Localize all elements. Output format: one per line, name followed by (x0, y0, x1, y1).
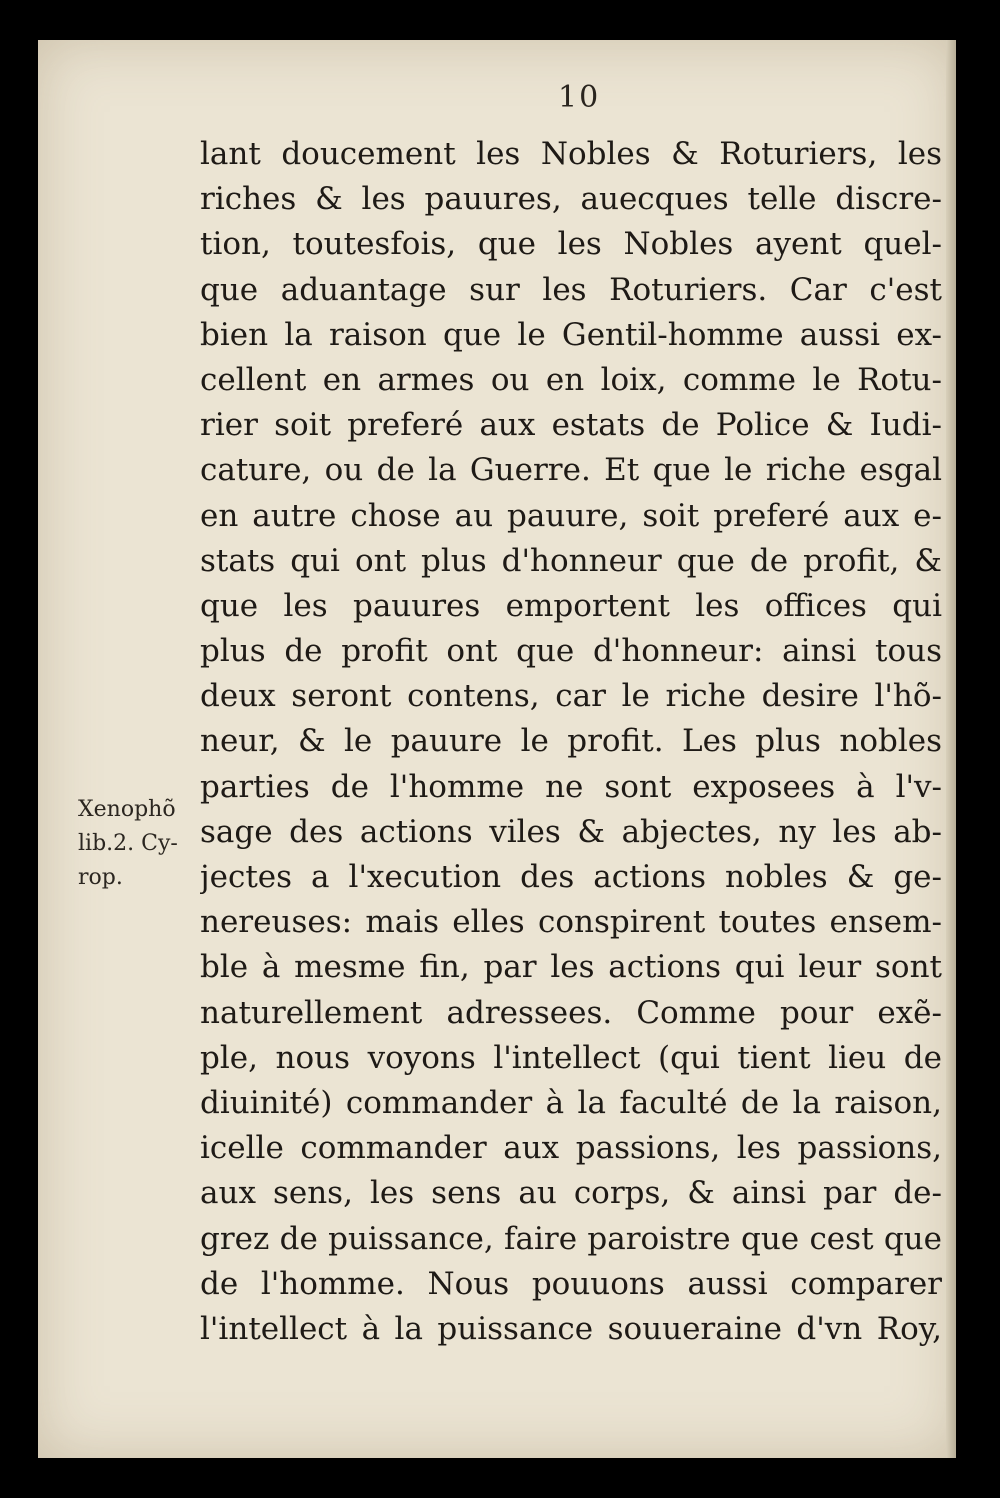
text-line: ple, nous voyons l'intellect (qui tient lieu de (200, 1039, 942, 1076)
text-line: tion, toutesfois, que les Nobles ayent quel- (200, 226, 942, 263)
book-page (38, 40, 956, 1458)
text-line: de l'homme. Nous pouuons aussi comparer (200, 1265, 942, 1302)
body-text (200, 132, 942, 1352)
text-line: neur, & le pauure le profit. Les plus nobles (200, 723, 942, 760)
text-line: stats qui ont plus d'honneur que de profit, & (200, 542, 942, 579)
text-line: cature, ou de la Guerre. Et que le riche esgal (200, 452, 942, 489)
text-line: naturellement adressees. Comme pour exẽ- (200, 994, 942, 1031)
text-line: parties de l'homme ne sont exposees à l'v- (200, 768, 942, 805)
text-line: lant doucement les Nobles & Roturiers, les (200, 136, 942, 172)
text-line: rier soit preferé aux estats de Police & Iudi- (200, 407, 942, 444)
margin-note-line: Xenophõ (78, 797, 176, 822)
margin-note (78, 793, 203, 895)
text-line: plus de profit ont que d'honneur: ainsi tous (200, 633, 942, 670)
page-gutter (946, 40, 956, 1458)
margin-note-line: rop. (78, 865, 123, 890)
text-line: que les pauures emportent les offices qui (200, 587, 942, 624)
text-line: l'intellect à la puissance souueraine d'vn Roy, (200, 1310, 942, 1347)
text-line: ble à mesme fin, par les actions qui leur sont (200, 949, 942, 986)
text-line: icelle commander aux passions, les passions, (200, 1130, 942, 1167)
text-line: diuinité) commander à la faculté de la raison, (200, 1084, 942, 1121)
text-line: en autre chose au pauure, soit preferé aux e- (200, 497, 942, 534)
text-line: aux sens, les sens au corps, & ainsi par de- (200, 1175, 942, 1212)
text-line: riches & les pauures, auecques telle discre- (200, 181, 942, 218)
text-line: que aduantage sur les Roturiers. Car c'est (200, 271, 942, 308)
text-line: bien la raison que le Gentil-homme aussi ex- (200, 316, 942, 353)
text-line: nereuses: mais elles conspirent toutes ensem- (200, 904, 942, 941)
text-line: sage des actions viles & abjectes, ny les ab- (200, 813, 942, 850)
margin-note-line: lib.2. Cy- (78, 831, 178, 856)
text-line: jectes a l'xecution des actions nobles & ge- (200, 859, 942, 895)
text-line: grez de puissance, faire paroistre que cest que (200, 1220, 942, 1257)
text-line: deux seront contens, car le riche desire l'hõ- (200, 678, 942, 715)
text-line: cellent en armes ou en loix, comme le Rotu- (200, 361, 942, 398)
page-number: 10 (558, 80, 601, 115)
